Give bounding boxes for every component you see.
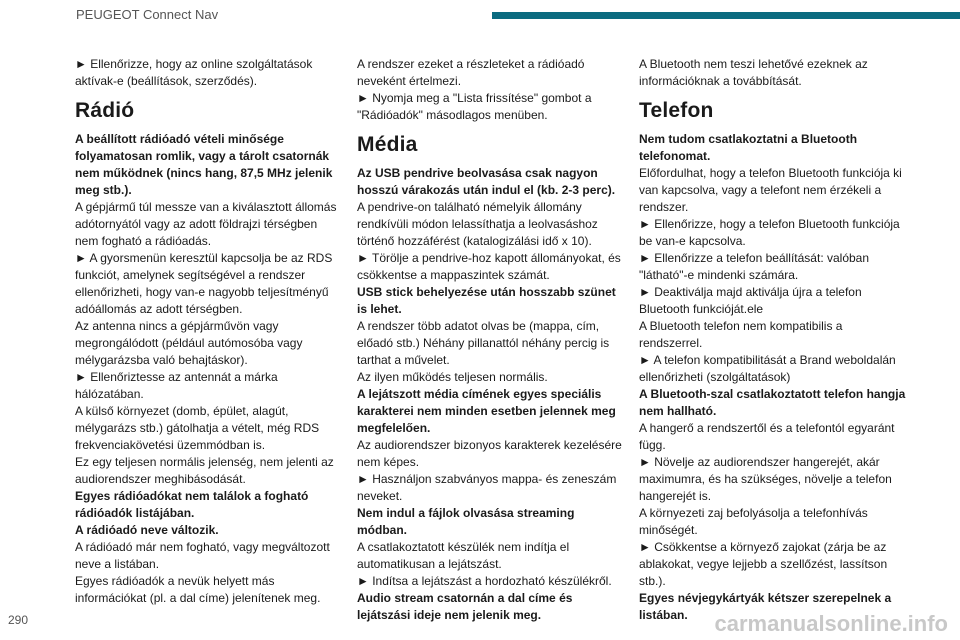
problem-statement: A beállított rádióadó vételi minősége folyamatosan romlik, vagy a tárolt csatornák nem működnek (nincs hang, 87,5 MHz jelenik meg stb.).: [75, 132, 333, 197]
text-column-1: [75, 56, 343, 607]
problem-statement: A Bluetooth-szal csatlakoztatott telefon hangja nem hallható.: [639, 387, 906, 418]
paragraph: Az audiorendszer bizonyos karakterek kezelésére nem képes.: [357, 438, 622, 469]
instruction-step: ► Nyomja meg a "Lista frissítése" gombot a "Rádióadók" másodlagos menüben.: [357, 91, 592, 122]
problem-statement: Az USB pendrive beolvasása csak nagyon hosszú várakozás után indul el (kb. 2-3 perc).: [357, 166, 616, 197]
paragraph: Előfordulhat, hogy a telefon Bluetooth funkciója ki van kapcsolva, vagy a telefont nem érzékeli a rendszer.: [639, 166, 902, 214]
paragraph: A rendszer több adatot olvas be (mappa, cím, előadó stb.) Néhány pillanattól néhány percig is tarthat a művelet.: [357, 319, 610, 367]
section-heading: Média: [357, 133, 418, 156]
instruction-step: ► Ellenőriztesse az antennát a márka hálózatában.: [75, 370, 278, 401]
problem-statement: Nem indul a fájlok olvasása streaming módban.: [357, 506, 575, 537]
instruction-step: ► A gyorsmenün keresztül kapcsolja be az RDS funkciót, amelynek segítségével a rendszer ellenőrizheti, hogy van-e nagyobb teljesítményű adóállomás az adott térségben.: [75, 251, 333, 316]
instruction-step: ► Ellenőrizze, hogy az online szolgáltatások aktívak-e (beállítások, szerződés).: [75, 57, 313, 88]
paragraph: Egyes rádióadók a nevük helyett más információkat (pl. a dal címe) jelenítenek meg.: [75, 574, 321, 605]
paragraph: Az antenna nincs a gépjárművön vagy megrongálódott (például autómosóba vagy mélygarázsba való behajtáskor).: [75, 319, 303, 367]
instruction-step: ► Ellenőrizze a telefon beállítását: valóban "látható"-e mindenki számára.: [639, 251, 870, 282]
running-header: PEUGEOT Connect Nav: [76, 7, 219, 22]
problem-statement: Nem tudom csatlakoztatni a Bluetooth telefonomat.: [639, 132, 858, 163]
paragraph: A környezeti zaj befolyásolja a telefonhívás minőségét.: [639, 506, 868, 537]
paragraph: A Bluetooth nem teszi lehetővé ezeknek az információknak a továbbítását.: [639, 57, 868, 88]
paragraph: A csatlakoztatott készülék nem indítja el automatikusan a lejátszást.: [357, 540, 570, 571]
instruction-step: ► Indítsa a lejátszást a hordozható készülékről.: [357, 574, 612, 588]
header-accent-bar: [492, 12, 960, 19]
page-number: 290: [8, 613, 29, 627]
instruction-step: ► Ellenőrizze, hogy a telefon Bluetooth funkciója be van-e kapcsolva.: [639, 217, 900, 248]
paragraph: A rádióadó már nem fogható, vagy megváltozott neve a listában.: [75, 540, 330, 571]
problem-statement: A rádióadó neve változik.: [75, 523, 219, 537]
problem-statement: Audio stream csatornán a dal címe és lejátszási ideje nem jelenik meg.: [357, 591, 573, 622]
section-heading: Rádió: [75, 99, 135, 122]
section-heading: Telefon: [639, 99, 714, 122]
paragraph: A külső környezet (domb, épület, alagút, mélygarázs stb.) gátolhatja a vételt, még RDS frekvenciakövetési üzemmódban is.: [75, 404, 320, 452]
problem-statement: A lejátszott média címének egyes speciális karakterei nem minden esetben jelennek meg megfelelően.: [357, 387, 616, 435]
paragraph: A gépjármű túl messze van a kiválasztott állomás adótornyától vagy az adott földrajzi térségben nem fogható a rádióadás.: [75, 200, 337, 248]
problem-statement: Egyes névjegykártyák kétszer szerepelnek a listában.: [639, 591, 892, 622]
instruction-step: ► Csökkentse a környező zajokat (zárja be az ablakokat, vegye lejjebb a szellőzést, lassítson stb.).: [639, 540, 888, 588]
text-column-3: [639, 56, 907, 624]
paragraph: A hangerő a rendszertől és a telefontól egyaránt függ.: [639, 421, 895, 452]
problem-statement: Egyes rádióadókat nem találok a fogható rádióadók listájában.: [75, 489, 309, 520]
problem-statement: USB stick behelyezése után hosszabb szünet is lehet.: [357, 285, 616, 316]
paragraph: Ez egy teljesen normális jelenség, nem jelenti az audiorendszer meghibásodását.: [75, 455, 334, 486]
paragraph: Az ilyen működés teljesen normális.: [357, 370, 548, 384]
paragraph: A rendszer ezeket a részleteket a rádióadó neveként értelmezi.: [357, 57, 585, 88]
paragraph: A pendrive-on található némelyik állomány rendkívüli módon lelassíthatja a leolvasáshoz történő hozzáférést (katalogizálási idő x 10).: [357, 200, 598, 248]
text-column-2: [357, 56, 625, 624]
instruction-step: ► Törölje a pendrive-hoz kapott állományokat, és csökkentse a mappaszintek számát.: [357, 251, 621, 282]
instruction-step: ► A telefon kompatibilitását a Brand weboldalán ellenőrizheti (szolgáltatások): [639, 353, 896, 384]
instruction-step: ► Használjon szabványos mappa- és zeneszám neveket.: [357, 472, 617, 503]
paragraph: A Bluetooth telefon nem kompatibilis a rendszerrel.: [639, 319, 843, 350]
instruction-step: ► Deaktiválja majd aktiválja újra a telefon Bluetooth funkcióját.ele: [639, 285, 862, 316]
watermark: carmanualsonline.info: [714, 611, 948, 636]
instruction-step: ► Növelje az audiorendszer hangerejét, akár maximumra, és ha szükséges, növelje a telefon hangerejét is.: [639, 455, 892, 503]
